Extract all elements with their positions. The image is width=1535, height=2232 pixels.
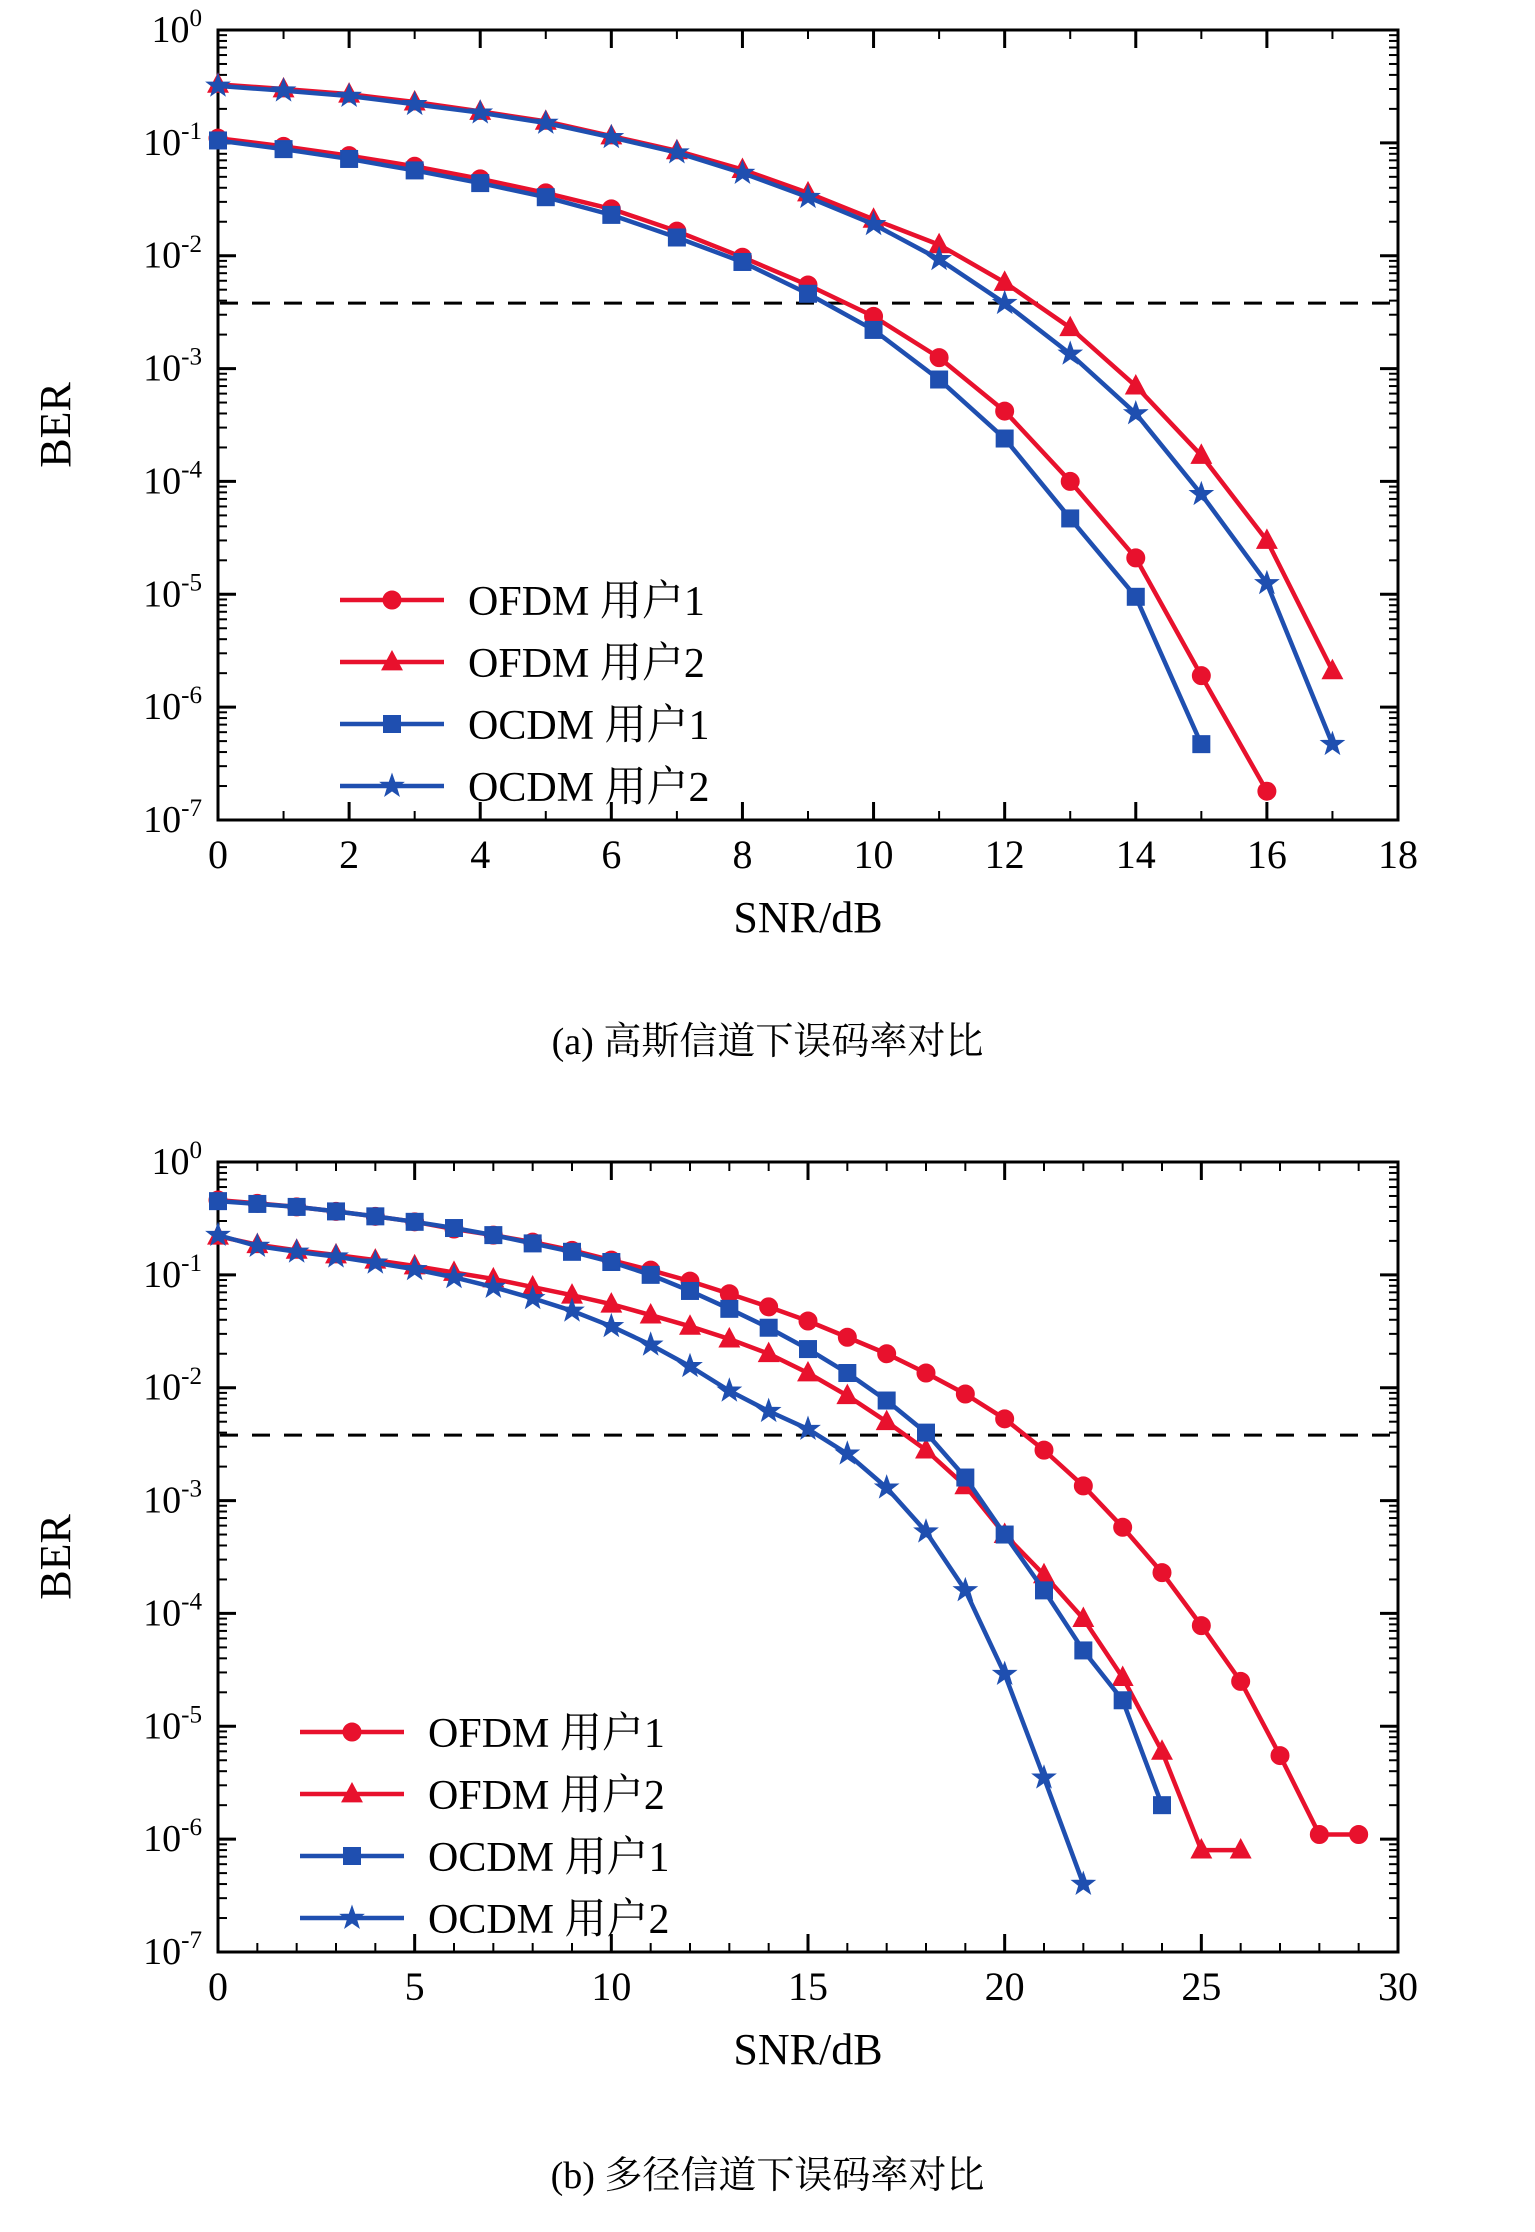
svg-text:10-3: $10^{-3}$: [143, 1475, 202, 1522]
svg-text:25: 25: [1181, 1964, 1222, 2009]
figure-a: [0, 0, 1535, 1100]
svg-text:15: 15: [788, 1964, 828, 2009]
chart-a-canvas: [0, 0, 1535, 1000]
svg-text:100: $10^0$: [151, 5, 202, 51]
svg-text:10-1: $10^{-1}$: [143, 1249, 202, 1296]
figure-b: [0, 1132, 1535, 2232]
svg-text:OCDM 用户1: OCDM 用户1: [468, 703, 710, 749]
svg-text:20: 20: [984, 1964, 1025, 2009]
svg-text:10-1: $10^{-1}$: [143, 117, 202, 164]
svg-text:OCDM 用户2: OCDM 用户2: [468, 765, 710, 811]
svg-text:10-5: $10^{-5}$: [143, 569, 202, 616]
svg-text:2: 2: [339, 832, 360, 877]
svg-text:OFDM 用户1: OFDM 用户1: [468, 579, 705, 625]
svg-text:10-2: $10^{-2}$: [143, 230, 202, 277]
svg-text:18: 18: [1378, 832, 1418, 877]
svg-text:OCDM 用户2: OCDM 用户2: [428, 1897, 670, 1943]
svg-text:0: 0: [208, 1964, 228, 2009]
svg-text:12: 12: [984, 832, 1025, 877]
svg-text:10-7: $10^{-7}$: [143, 1927, 202, 1973]
svg-text:8: 8: [732, 832, 753, 877]
svg-text:6: 6: [601, 832, 622, 877]
svg-text:10-6: $10^{-6}$: [143, 1814, 202, 1861]
svg-text:10: 10: [591, 1964, 632, 2009]
figure-a-caption: (a) 高斯信道下误码率对比: [551, 1021, 984, 1063]
svg-text:10-6: $10^{-6}$: [143, 682, 202, 729]
svg-text:10: 10: [853, 832, 894, 877]
svg-text:OCDM 用户1: OCDM 用户1: [428, 1835, 670, 1881]
svg-text:5: 5: [404, 1964, 425, 2009]
svg-text:OFDM 用户1: OFDM 用户1: [428, 1711, 665, 1757]
svg-text:10-2: $10^{-2}$: [143, 1362, 202, 1409]
svg-text:BER: BER: [31, 1514, 80, 1600]
svg-text:4: 4: [470, 832, 491, 877]
svg-text:10-4: $10^{-4}$: [143, 456, 202, 503]
chart-a-wrapper: [0, 0, 1535, 1000]
chart-b-canvas: [0, 1132, 1535, 2132]
svg-text:SNR/dB: SNR/dB: [733, 2025, 883, 2074]
svg-text:OFDM 用户2: OFDM 用户2: [468, 641, 705, 687]
svg-text:0: 0: [208, 832, 228, 877]
svg-text:10-7: $10^{-7}$: [143, 795, 202, 841]
svg-text:14: 14: [1115, 832, 1156, 877]
chart-b-wrapper: [0, 1132, 1535, 2132]
svg-text:10-4: $10^{-4}$: [143, 1588, 202, 1635]
svg-text:OFDM 用户2: OFDM 用户2: [428, 1773, 665, 1819]
svg-text:16: 16: [1246, 832, 1287, 877]
svg-text:10-3: $10^{-3}$: [143, 343, 202, 390]
svg-text:30: 30: [1378, 1964, 1418, 2009]
svg-text:BER: BER: [31, 382, 80, 468]
svg-text:100: $10^0$: [151, 1137, 202, 1183]
figure-b-caption: (b) 多径信道下误码率对比: [550, 2155, 985, 2197]
svg-text:SNR/dB: SNR/dB: [733, 893, 883, 942]
svg-text:10-5: $10^{-5}$: [143, 1701, 202, 1748]
